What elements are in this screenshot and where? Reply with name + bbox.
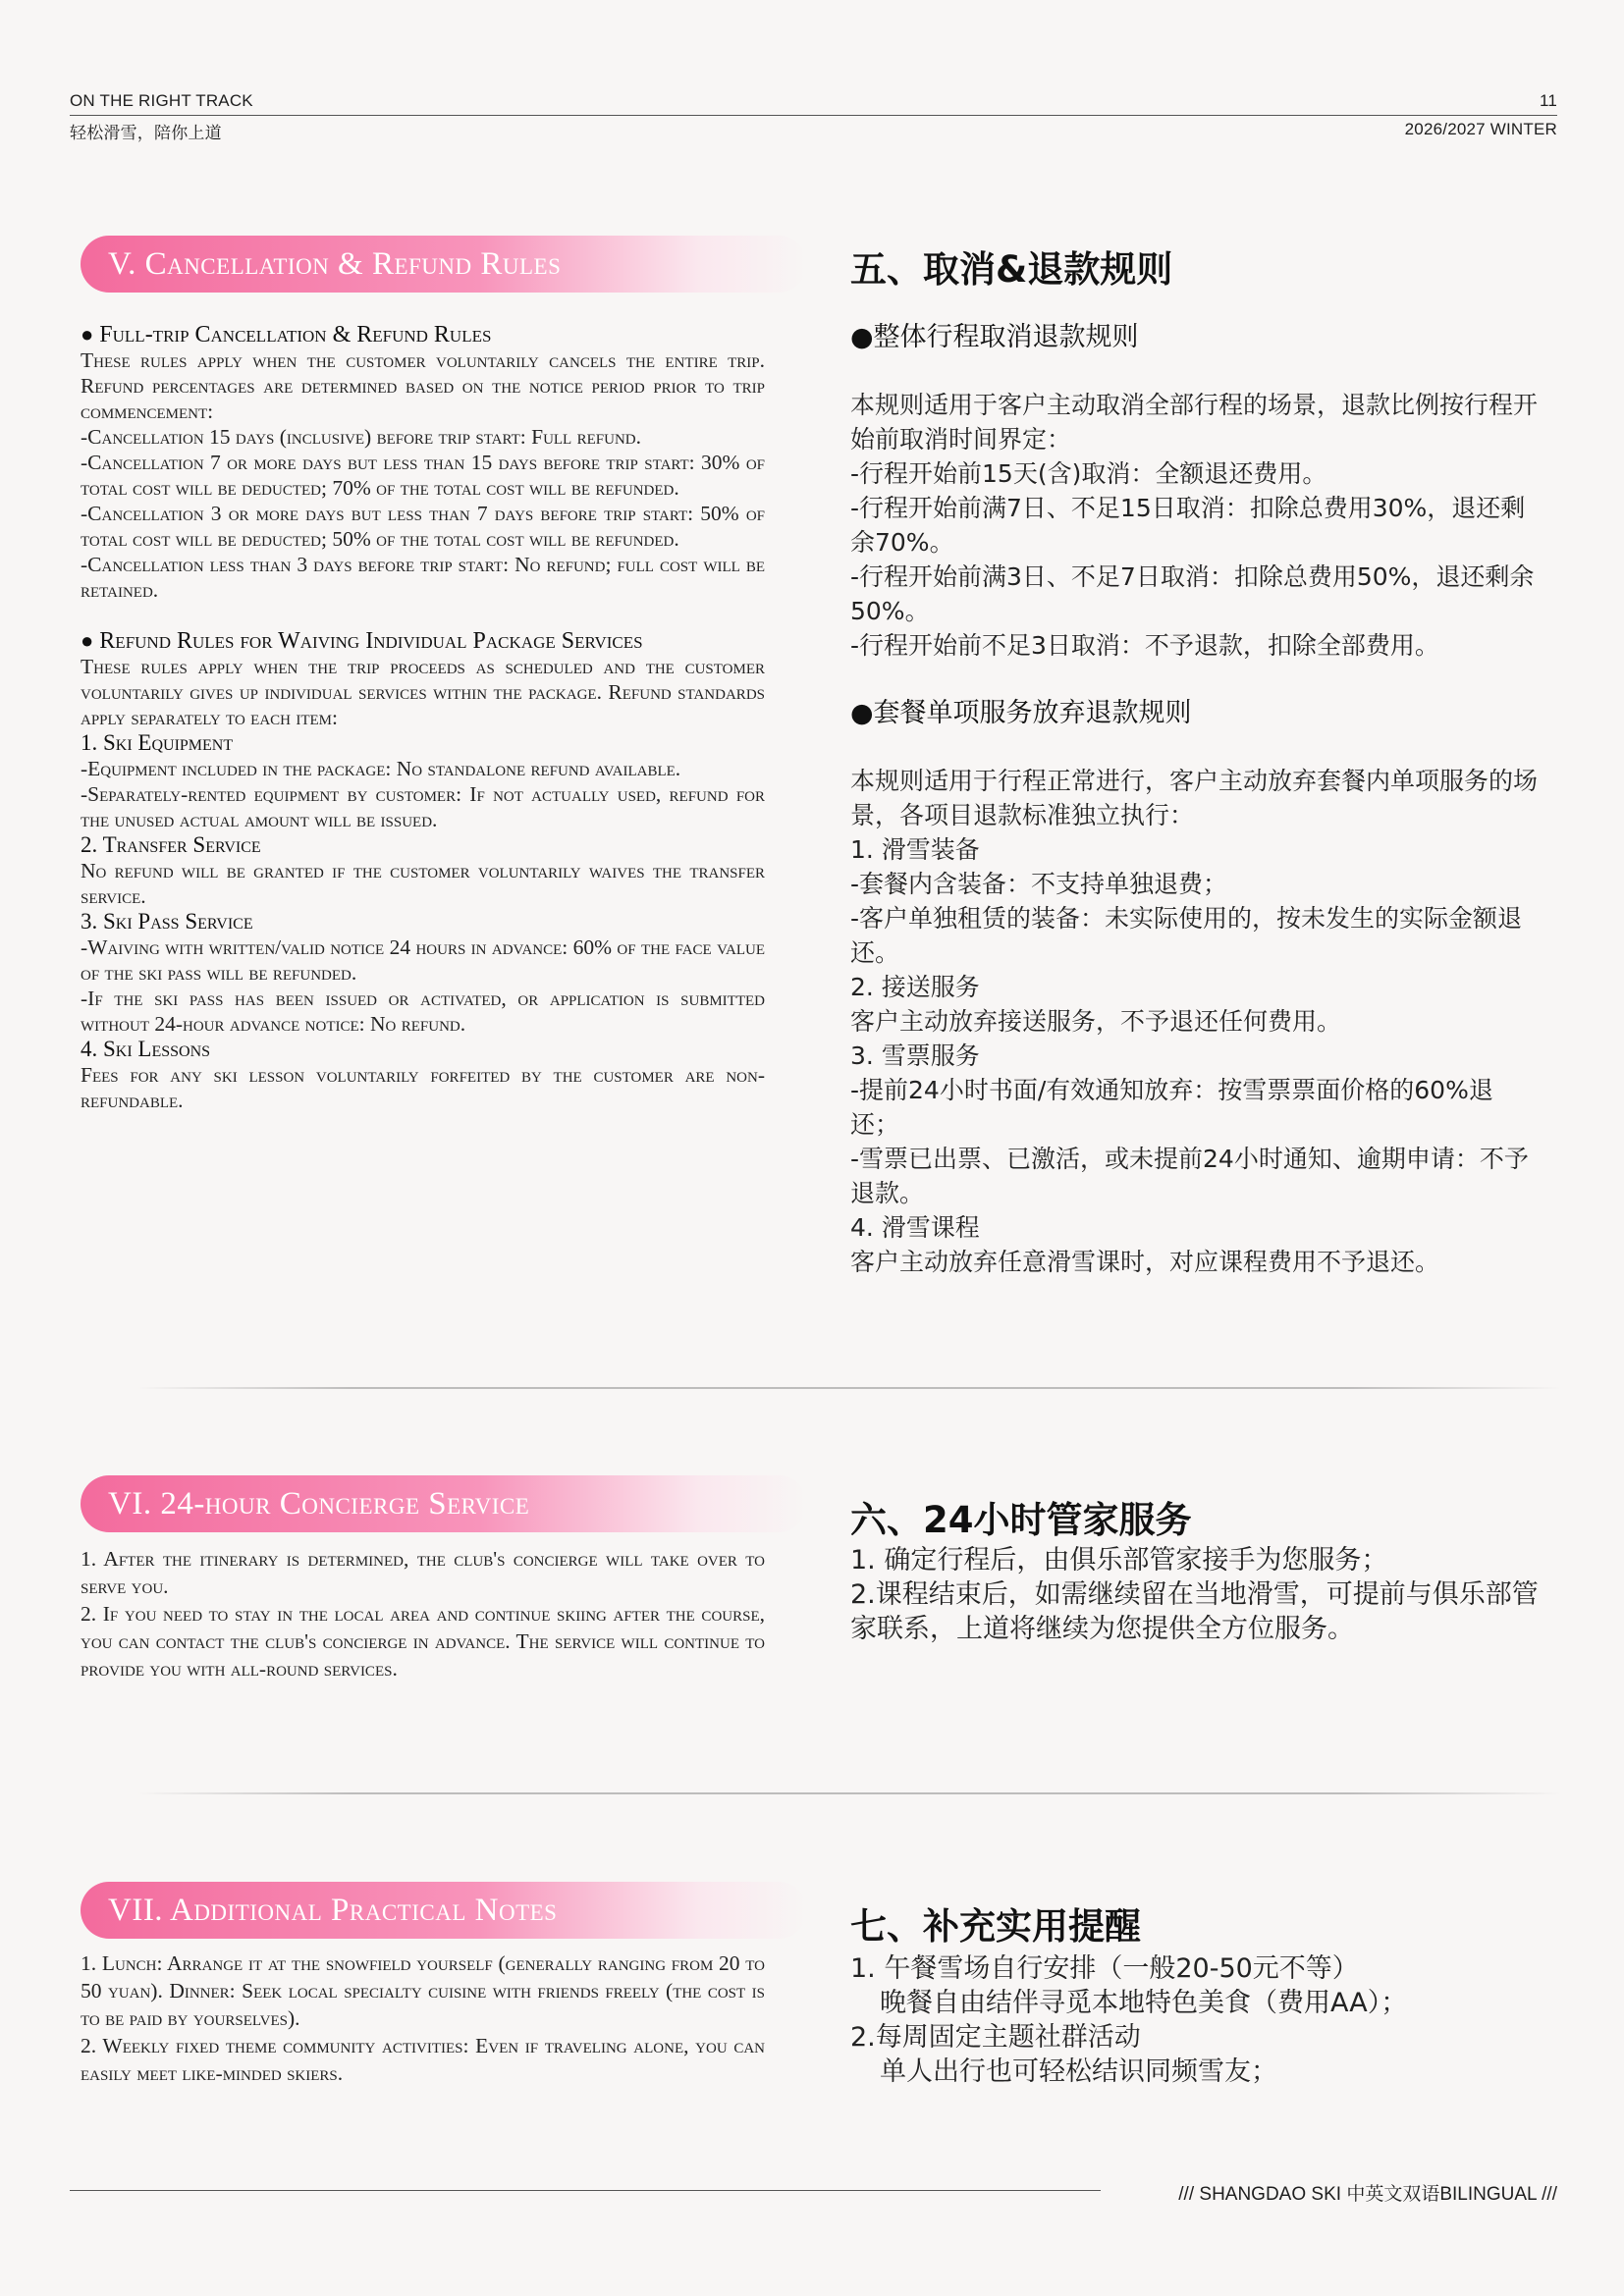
zh-list-item: 晚餐自由结伴寻觅本地特色美食（费用AA）； <box>880 1988 1408 2018</box>
footer-brand: /// SHANGDAO SKI 中英文双语BILINGUAL /// <box>1178 2184 1557 2205</box>
section-divider <box>137 1792 1561 1794</box>
zh-list-item: 1. 确定行程后，由俱乐部管家接手为您服务； <box>850 1545 1388 1575</box>
en-list-item: -Cancellation 15 days (inclusive) before trip start: Full refund. <box>81 425 641 449</box>
header-tagline-en: ON THE RIGHT TRACK <box>70 91 253 110</box>
section7-zh-body <box>850 1951 1557 2089</box>
zh-list-item: -套餐内含装备：不支持单独退费； <box>850 870 1228 898</box>
section7-banner <box>81 1882 807 1939</box>
section5-zh-title: 五、取消&退款规则 <box>850 248 1173 291</box>
page-number: 11 <box>1539 91 1557 110</box>
en-list-item: No refund will be granted if the customer voluntarily waives the transfer service. <box>81 859 765 908</box>
zh-paragraph: 本规则适用于客户主动取消全部行程的场景，退款比例按行程开始前取消时间界定： <box>850 391 1539 454</box>
en-list-item: Fees for any ski lesson voluntarily forfeited by the customer are non-refundable. <box>81 1063 765 1112</box>
bullet-icon: ● <box>81 628 94 653</box>
zh-heading-package-services: ●套餐单项服务放弃退款规则 <box>850 698 1192 728</box>
en-list-item: -Cancellation 3 or more days but less than 7 days before trip start: 50% of total cost will be deducted; 50% of the total cost will be refunded. <box>81 502 765 551</box>
zh-subheading: 2. 接送服务 <box>850 973 980 1001</box>
en-subheading: 3. Ski Pass Service <box>81 909 253 934</box>
section5-zh-body <box>850 320 1538 1279</box>
header-season: 2026/2027 WINTER <box>1404 120 1557 138</box>
header-tagline-zh: 轻松滑雪，陪你上道 <box>70 124 222 142</box>
zh-list-item: -行程开始前15天(含)取消：全额退还费用。 <box>850 459 1327 488</box>
zh-list-item: -提前24小时书面/有效通知放弃：按雪票票面价格的60%退还； <box>850 1076 1493 1139</box>
section6-zh-body <box>850 1543 1557 1646</box>
zh-list-item: -行程开始前满7日、不足15日取消：扣除总费用30%，退还剩余70%。 <box>850 494 1526 557</box>
en-paragraph: These rules apply when the trip proceeds as scheduled and the customer voluntarily gives up individual services within the package. Refund standards apply separately to each item: <box>81 655 765 729</box>
zh-list-item: -行程开始前满3日、不足7日取消：扣除总费用50%，退还剩余50%。 <box>850 562 1535 625</box>
en-subheading: 2. Transfer Service <box>81 832 261 857</box>
header-rule <box>70 115 1557 116</box>
zh-subheading: 1. 滑雪装备 <box>850 835 980 864</box>
en-heading-package-services: ● Refund Rules for Waiving Individual Package Services <box>81 628 643 654</box>
en-list-item: 2. Weekly fixed theme community activities: Even if traveling alone, you can easily meet like-minded skiers. <box>81 2034 765 2085</box>
zh-list-item: 单人出行也可轻松结识同频雪友； <box>880 2056 1277 2087</box>
section-divider <box>137 1387 1561 1389</box>
bullet-icon: ● <box>81 322 94 347</box>
zh-list-item: 2.课程结束后，如需继续留在当地滑雪，可提前与俱乐部管家联系，上道将继续为您提供全方位服务。 <box>850 1579 1539 1644</box>
section6-en-title: VI. 24-hour Concierge Service <box>108 1486 530 1522</box>
en-list-item: -Cancellation 7 or more days but less than 15 days before trip start: 30% of total cost will be deducted; 70% of the total cost will be refunded. <box>81 451 765 500</box>
en-list-item: -Equipment included in the package: No standalone refund available. <box>81 757 681 780</box>
zh-list-item: -客户单独租赁的装备：未实际使用的，按未发生的实际金额退还。 <box>850 904 1523 967</box>
en-subheading: 4. Ski Lessons <box>81 1037 211 1061</box>
zh-subheading: 4. 滑雪课程 <box>850 1213 980 1242</box>
en-list-item: 1. Lunch: Arrange it at the snowfield yourself (generally ranging from 20 to 50 yuan). Dinner: Seek local specialty cuisine with friends freely (the cost is to be paid by yourselves). <box>81 1951 765 2030</box>
section7-en-body <box>81 1949 765 2087</box>
en-list-item: -Separately-rented equipment by customer: If not actually used, refund for the unused actual amount will be issued. <box>81 782 765 831</box>
en-paragraph: These rules apply when the customer voluntarily cancels the entire trip. Refund percentages are determined based on the notice period prior to trip commencement: <box>81 348 765 423</box>
zh-paragraph: 本规则适用于行程正常进行，客户主动放弃套餐内单项服务的场景，各项目退款标准独立执行： <box>850 767 1539 829</box>
zh-heading-full-trip: ●整体行程取消退款规则 <box>850 322 1139 352</box>
section7-zh-title: 七、补充实用提醒 <box>850 1905 1141 1948</box>
en-list-item: 2. If you need to stay in the local area and continue skiing after the course, you can contact the club's concierge in advance. The service will continue to provide you with all-round services. <box>81 1602 765 1681</box>
zh-list-item: 1. 午餐雪场自行安排（一般20-50元不等） <box>850 1953 1359 1984</box>
zh-subheading: 3. 雪票服务 <box>850 1041 980 1070</box>
en-heading-full-trip: ● Full-trip Cancellation & Refund Rules <box>81 322 492 347</box>
zh-list-item: -行程开始前不足3日取消：不予退款，扣除全部费用。 <box>850 631 1439 660</box>
footer-rule <box>70 2190 1101 2191</box>
zh-list-item: 客户主动放弃任意滑雪课时，对应课程费用不予退还。 <box>850 1248 1440 1276</box>
section5-en-title: V. Cancellation & Refund Rules <box>108 246 562 282</box>
section6-zh-title: 六、24小时管家服务 <box>850 1499 1192 1541</box>
en-list-item: -Cancellation less than 3 days before trip start: No refund; full cost will be retained. <box>81 553 765 602</box>
section5-banner <box>81 236 807 293</box>
section6-en-body <box>81 1545 765 1682</box>
en-list-item: 1. After the itinerary is determined, the club's concierge will take over to serve you. <box>81 1547 765 1598</box>
section7-en-title: VII. Additional Practical Notes <box>108 1893 558 1928</box>
en-subheading: 1. Ski Equipment <box>81 730 234 755</box>
en-list-item: -If the ski pass has been issued or activated, or application is submitted without 24-hour advance notice: No refund. <box>81 987 765 1036</box>
zh-list-item: -雪票已出票、已激活，或未提前24小时通知、逾期申请：不予退款。 <box>850 1145 1529 1207</box>
en-list-item: -Waiving with written/valid notice 24 hours in advance: 60% of the face value of the ski pass will be refunded. <box>81 935 765 985</box>
section5-en-body <box>81 322 765 1113</box>
section6-banner <box>81 1475 807 1532</box>
zh-list-item: 客户主动放弃接送服务，不予退还任何费用。 <box>850 1007 1342 1036</box>
zh-list-item: 2.每周固定主题社群活动 <box>850 2022 1141 2053</box>
